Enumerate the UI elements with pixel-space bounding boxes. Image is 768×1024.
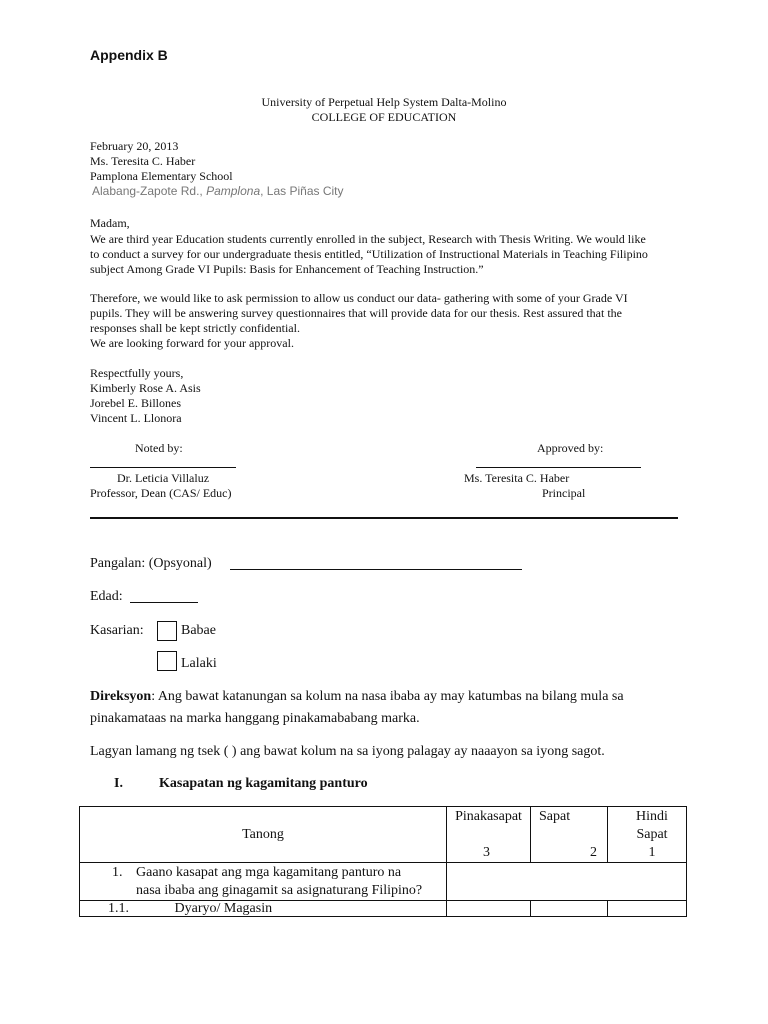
table-header-row: [80, 807, 687, 863]
author-name: Kimberly Rose A. Asis: [90, 381, 201, 395]
female-label: Babae: [181, 623, 216, 638]
noted-by-label: Noted by:: [135, 441, 183, 455]
name-field[interactable]: [230, 569, 522, 570]
name-label: Pangalan: (Opsyonal): [90, 556, 212, 571]
header-question: [80, 807, 447, 863]
sex-label: Kasarian:: [90, 623, 144, 638]
paragraph-2-line: Therefore, we would like to ask permission to allow us conduct our data- gathering with some of your Grade VI: [90, 291, 628, 305]
noted-name: Dr. Leticia Villaluz: [117, 471, 210, 485]
question-cell: [80, 901, 447, 917]
letter-date: February 20, 2013: [90, 139, 179, 153]
paragraph-2-line: responses shall be kept strictly confidential.: [90, 321, 300, 335]
section-divider: [90, 517, 678, 519]
salutation: Madam,: [90, 216, 130, 230]
address-street: Alabang-Zapote Rd.,: [92, 184, 207, 198]
header-col3: [608, 807, 687, 863]
header-col2: [531, 807, 608, 863]
age-field[interactable]: [130, 602, 198, 603]
header-col1-label: Pinakasapat: [455, 809, 522, 824]
closing-block: [90, 366, 201, 426]
direction-body: : Ang bawat katanungan sa kolum na nasa ibaba ay may katumbas na bilang mula sa: [151, 689, 624, 704]
paragraph-1-line: We are third year Education students currently enrolled in the subject, Research with Thesis Writing. We would like: [90, 232, 646, 246]
approved-signature-line: [476, 467, 641, 468]
header-col3-score: 1: [648, 845, 656, 860]
author-name: Jorebel E. Billones: [90, 396, 181, 410]
female-checkbox[interactable]: [157, 621, 177, 641]
paragraph-1-line: to conduct a survey for our undergraduate thesis entitled, “Utilization of Instructional Materials in Teaching Filipino: [90, 247, 648, 261]
section-number: I.: [114, 776, 123, 791]
answer-cell-col2[interactable]: [531, 901, 608, 917]
age-label: Edad:: [90, 589, 123, 604]
table-row: [80, 863, 687, 901]
address-district: Pamplona: [206, 184, 261, 198]
answer-cell-col3[interactable]: [608, 901, 687, 917]
noted-signature-line: [90, 467, 236, 468]
recipient-address: [92, 184, 344, 199]
paragraph-1-line: subject Among Grade VI Pupils: Basis for Enhancement of Teaching Instruction.”: [90, 262, 484, 276]
question-text: Gaano kasapat ang mga kagamitang panturo na: [136, 865, 402, 880]
appendix-heading: Appendix B: [90, 47, 168, 63]
author-name: Vincent L. Llonora: [90, 411, 182, 425]
question-number: 1.: [112, 865, 123, 880]
header-col2-score: 2: [590, 845, 597, 860]
approved-by-label: Approved by:: [537, 441, 604, 455]
header-question-label: Tanong: [242, 826, 284, 842]
approved-title: Principal: [542, 486, 586, 500]
address-city: , Las Piñas City: [260, 184, 344, 198]
question-text: nasa ibaba ang ginagamit sa asignaturang Filipino?: [136, 883, 423, 898]
paragraph-2: [90, 291, 628, 351]
recipient-name: Ms. Teresita C. Haber: [90, 154, 196, 168]
header-col2-label: Sapat: [539, 809, 571, 824]
paragraph-1: [90, 232, 648, 277]
question-cell: [80, 863, 447, 901]
direction-text-line2: pinakamataas na marka hanggang pinakamababang marka.: [90, 711, 420, 726]
signoff: Respectfully yours,: [90, 366, 184, 380]
header-col3-label: Sapat: [636, 827, 668, 842]
section-title: Kasapatan ng kagamitang panturo: [159, 776, 368, 791]
male-checkbox[interactable]: [157, 651, 177, 671]
direction-text: [90, 688, 624, 705]
question-number: 1.1.: [108, 901, 129, 916]
header-col1: [447, 807, 531, 863]
paragraph-2-line: We are looking forward for your approval.: [90, 336, 294, 350]
instruction-text: Lagyan lamang ng tsek ( ) ang bawat kolum na sa iyong palagay ay naaayon sa iyong sagot.: [90, 744, 605, 759]
table-row: [80, 901, 687, 917]
direction-label: Direksyon: [90, 689, 152, 704]
recipient-school: Pamplona Elementary School: [90, 169, 233, 183]
approved-name: Ms. Teresita C. Haber: [464, 471, 570, 485]
college-name: COLLEGE OF EDUCATION: [311, 110, 457, 124]
header-col3-label: Hindi: [636, 809, 668, 824]
university-name: University of Perpetual Help System Dalta-Molino: [261, 95, 507, 109]
answer-cell-col1[interactable]: [447, 901, 531, 917]
paragraph-2-line: pupils. They will be answering survey questionnaires that will provide data for our thesis. Rest assured that the: [90, 306, 623, 320]
header-col1-score: 3: [483, 845, 490, 860]
male-label: Lalaki: [181, 656, 217, 671]
answer-cell[interactable]: [447, 863, 687, 901]
survey-table: [79, 806, 687, 917]
question-text: Dyaryo/ Magasin: [174, 901, 273, 916]
noted-title: Professor, Dean (CAS/ Educ): [90, 486, 232, 500]
